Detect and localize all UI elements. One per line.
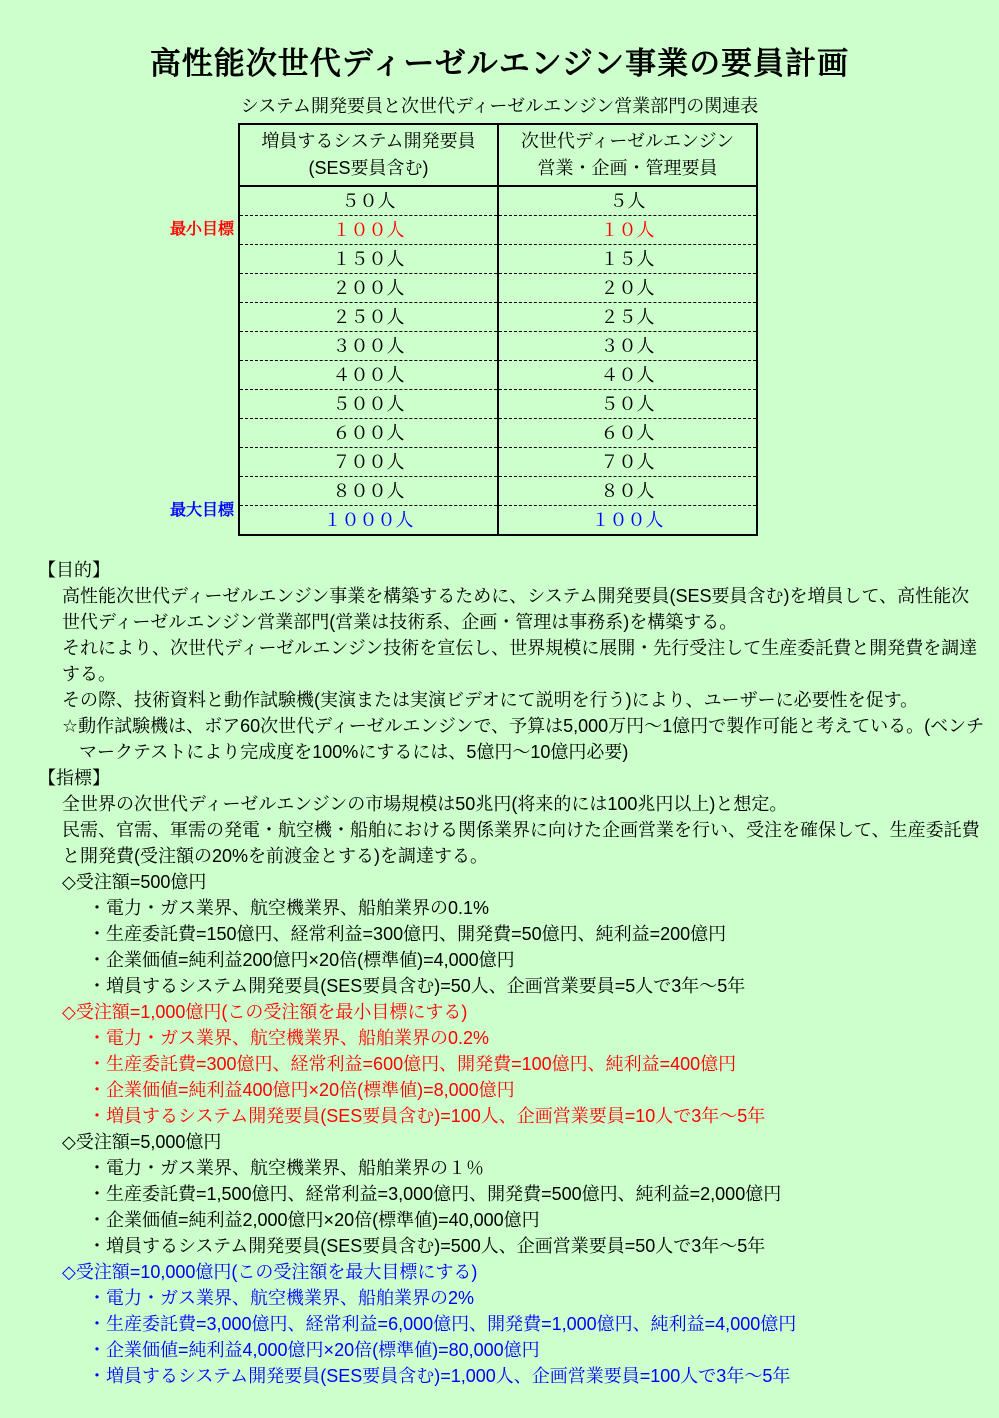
- col-header-dev-line1: 増員するシステム開発要員: [261, 131, 476, 151]
- sales-count-cell: ２０人: [498, 274, 757, 303]
- table-row: [239, 390, 757, 419]
- relation-table-wrap: [169, 123, 758, 536]
- purpose-line: その際、技術資料と動作試験機(実演または実演ビデオにて説明を行う)により、ユーザーに必要性を促す。: [62, 690, 919, 710]
- indicator-line: ・生産委託費=3,000億円、経常利益=6,000億円、開発費=1,000億円、純利益=4,000億円: [88, 1314, 797, 1334]
- relation-table-body: [239, 186, 757, 535]
- sales-count-cell: ４０人: [498, 361, 757, 390]
- indicator-line: ・増員するシステム開発要員(SES要員含む)=100人、企画営業要員=10人で3年～5年: [88, 1106, 766, 1126]
- sales-count-cell: １００人: [498, 506, 757, 536]
- purpose-line: それにより、次世代ディーゼルエンジン技術を宣伝し、世界規模に展開・先行受注して生産委託費と開発費を調達する。: [62, 638, 978, 684]
- table-row: [239, 477, 757, 506]
- sales-count-cell: ８０人: [498, 477, 757, 506]
- dev-count-cell: ５００人: [239, 390, 498, 419]
- sales-count-cell: ６０人: [498, 419, 757, 448]
- table-caption: システム開発要員と次世代ディーゼルエンジン営業部門の関連表: [240, 96, 759, 116]
- indicators-section: [38, 765, 987, 1389]
- indicator-line: ◇受注額=1,000億円(この受注額を最小目標にする): [62, 1002, 468, 1022]
- dev-count-cell: ２５０人: [239, 303, 498, 332]
- indicator-line: ・増員するシステム開発要員(SES要員含む)=500人、企画営業要員=50人で3年～5年: [88, 1236, 766, 1256]
- max-goal-label: 最大目標: [169, 502, 234, 519]
- col-header-dev-line2: (SES要員含む): [308, 158, 429, 178]
- table-header-row: [239, 124, 757, 186]
- table-row: [239, 332, 757, 361]
- dev-count-cell: ４００人: [239, 361, 498, 390]
- table-row: [239, 186, 757, 216]
- table-row: [239, 506, 757, 536]
- indicator-line: ・企業価値=純利益400億円×20倍(標準値)=8,000億円: [88, 1080, 515, 1100]
- indicator-line: ◇受注額=500億円: [62, 872, 207, 892]
- table-row: [239, 419, 757, 448]
- table-row: [239, 303, 757, 332]
- col-header-sales-line2: 営業・企画・管理要員: [537, 158, 718, 178]
- sales-count-cell: ２５人: [498, 303, 757, 332]
- sales-count-cell: ５０人: [498, 390, 757, 419]
- dev-count-cell: １００人: [239, 216, 498, 245]
- min-goal-label: 最小目標: [169, 221, 234, 238]
- indicator-line: ・電力・ガス業界、航空機業界、船舶業界の0.2%: [88, 1028, 490, 1048]
- indicator-line: ・電力・ガス業界、航空機業界、船舶業界の2%: [88, 1288, 475, 1308]
- dev-count-cell: ２００人: [239, 274, 498, 303]
- dev-count-cell: ５０人: [341, 191, 396, 211]
- dev-count-cell: ３００人: [239, 332, 498, 361]
- purpose-section: [38, 557, 987, 765]
- indicator-line: ・企業価値=純利益200億円×20倍(標準値)=4,000億円: [88, 950, 515, 970]
- purpose-heading: 【目的】: [38, 560, 110, 580]
- indicator-line: ・増員するシステム開発要員(SES要員含む)=1,000人、企画営業要員=100人で3年～5年: [88, 1366, 791, 1386]
- indicator-line: ・企業価値=純利益2,000億円×20倍(標準値)=40,000億円: [88, 1210, 540, 1230]
- page-title: 高性能次世代ディーゼルエンジン事業の要員計画: [149, 46, 850, 81]
- table-row: [239, 448, 757, 477]
- indicator-line: ・生産委託費=150億円、経常利益=300億円、開発費=50億円、純利益=200億円: [88, 924, 727, 944]
- col-header-sales-line1: 次世代ディーゼルエンジン: [520, 131, 735, 151]
- table-row: [239, 245, 757, 274]
- table-row: [239, 361, 757, 390]
- sales-count-cell: ３０人: [498, 332, 757, 361]
- sales-count-cell: ５人: [498, 186, 757, 216]
- col-header-dev-staff: [239, 124, 498, 186]
- table-row: [239, 216, 757, 245]
- indicator-line: ・企業価値=純利益4,000億円×20倍(標準値)=80,000億円: [88, 1340, 540, 1360]
- dev-count-cell: １０００人: [239, 506, 498, 536]
- indicator-line: ◇受注額=5,000億円: [62, 1132, 222, 1152]
- indicator-line: ・電力・ガス業界、航空機業界、船舶業界の0.1%: [88, 898, 490, 918]
- indicator-line: ・生産委託費=1,500億円、経常利益=3,000億円、開発費=500億円、純利益=2,000億円: [88, 1184, 782, 1204]
- purpose-line: ☆動作試験機は、ボア60次世代ディーゼルエンジンで、予算は5,000万円～1億円で製作可能と考えている。(ベンチマークテストにより完成度を100%にするには、5億円～10億円必要): [62, 716, 985, 762]
- relation-table: [238, 123, 758, 536]
- dev-count-cell: ７００人: [239, 448, 498, 477]
- indicator-line: ◇受注額=10,000億円(この受注額を最大目標にする): [62, 1262, 478, 1282]
- table-row: [239, 274, 757, 303]
- indicator-line: ・増員するシステム開発要員(SES要員含む)=50人、企画営業要員=5人で3年～5年: [88, 976, 746, 996]
- indicator-line: 全世界の次世代ディーゼルエンジンの市場規模は50兆円(将来的には100兆円以上)と想定。: [62, 794, 788, 814]
- indicator-line: 民需、官需、軍需の発電・航空機・船舶における関係業界に向けた企画営業を行い、受注を確保して、生産委託費と開発費(受注額の20%を前渡金とする)を調達する。: [62, 820, 980, 866]
- col-header-sales-staff: [498, 124, 757, 186]
- indicator-line: ・電力・ガス業界、航空機業界、船舶業界の１％: [88, 1158, 484, 1178]
- dev-count-cell: ６００人: [239, 419, 498, 448]
- purpose-line: 高性能次世代ディーゼルエンジン事業を構築するために、システム開発要員(SES要員含む)を増員して、高性能次世代ディーゼルエンジン営業部門(営業は技術系、企画・管理は事務系)を構築する。: [62, 586, 970, 632]
- indicators-heading: 【指標】: [38, 768, 110, 788]
- dev-count-cell: １５０人: [239, 245, 498, 274]
- sales-count-cell: ７０人: [498, 448, 757, 477]
- dev-count-cell: ８００人: [239, 477, 498, 506]
- sales-count-cell: １０人: [498, 216, 757, 245]
- sales-count-cell: １５人: [498, 245, 757, 274]
- indicator-line: ・生産委託費=300億円、経常利益=600億円、開発費=100億円、純利益=400億円: [88, 1054, 737, 1074]
